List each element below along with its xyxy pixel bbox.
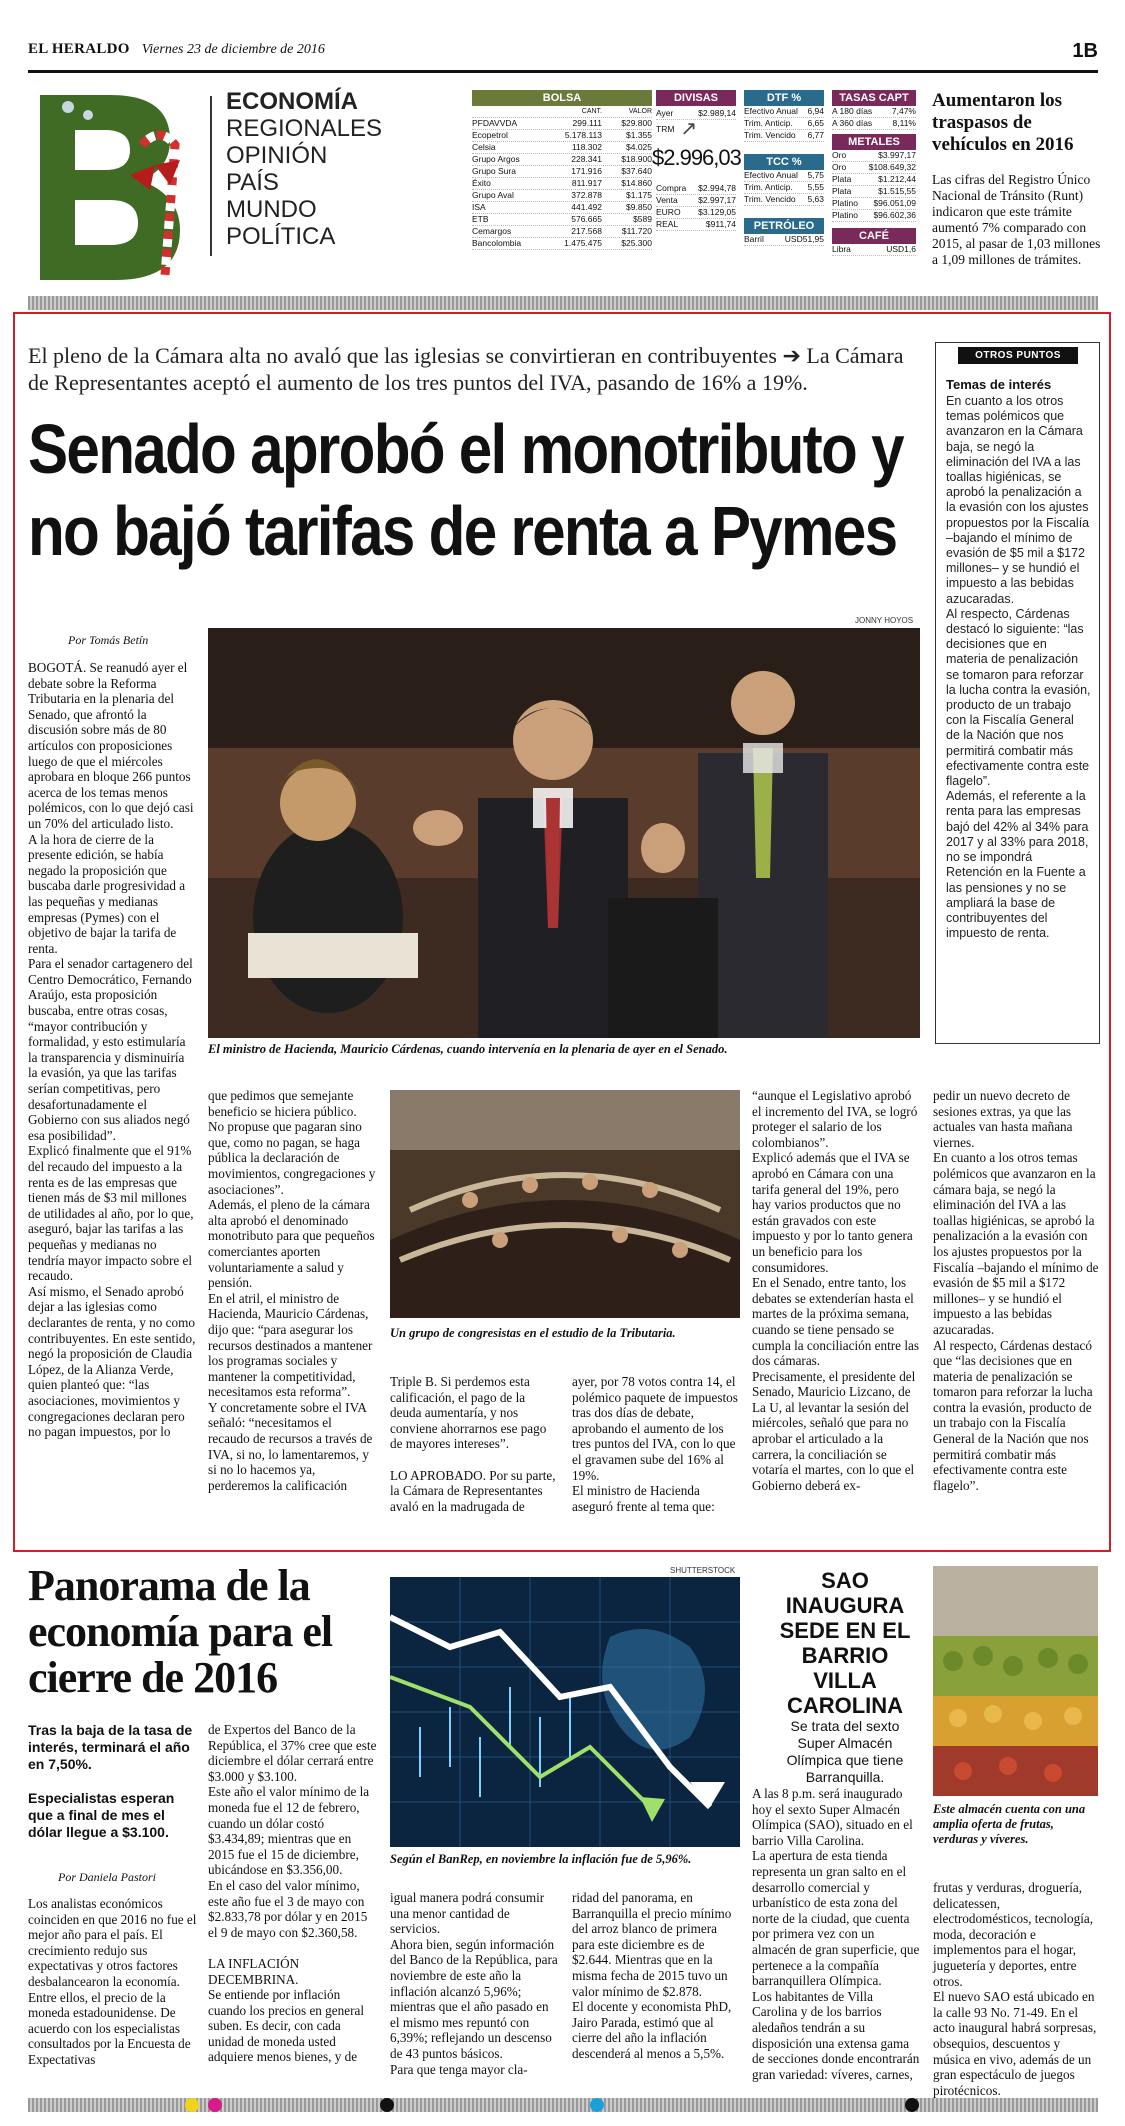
bolsa-header-row	[472, 106, 652, 118]
market-row	[744, 130, 824, 142]
article-headline	[28, 408, 918, 572]
section-regionales[interactable]: REGIONALES	[226, 115, 383, 142]
market-cell: 441.492	[571, 202, 602, 212]
market-cell: 118.302	[571, 142, 602, 152]
article-col-2: que pedimos que semejante beneficio se hiciera público. No propuse que pagaran sino que, como no pagan, se haga pública la declaración de movimientos, congregaciones y asociaciones”. Además, el pleno de la cámara alta aprobó el denominado monotributo para que pequeños comerciantes aporten voluntariamente a salud y pensión. En el atril, el ministro de Hacienda, Mauricio Cárdenas, dijo que: “para asegurar los recursos destinados a mantener los programas sociales y mantener la competitividad, necesitamos esta reforma”. Y concretamente sobre el IVA señaló: “necesitamos el recaudo de recursos a través de IVA, si no, lo lamentaremos, y si no lo hacemos ya, perderemos la calificación	[208, 1088, 376, 1493]
market-row	[744, 234, 824, 246]
page-number: 1B	[1072, 40, 1098, 62]
market-cell: $1.212,44	[878, 174, 916, 184]
market-cell: Efectivo Anual	[744, 170, 798, 180]
tasas-table	[832, 90, 916, 256]
masthead	[28, 40, 1098, 73]
headline-line-1: Senado aprobó el monotributo y	[28, 410, 903, 488]
dtf-rows	[744, 106, 824, 142]
section-economia[interactable]: ECONOMÍA	[226, 88, 358, 115]
market-cell: $2.997,17	[698, 195, 736, 205]
sidebar-title: Temas de interés	[946, 377, 1052, 392]
market-cell: USD1,6	[886, 244, 916, 254]
bolsa-header-cell: CANT.	[581, 108, 602, 115]
market-row	[472, 238, 652, 250]
market-cell: Libra	[832, 244, 851, 254]
market-row	[744, 194, 824, 206]
market-row	[832, 186, 916, 198]
market-cell: Oro	[832, 162, 847, 172]
article-byline: Por Tomás Betín	[68, 633, 149, 647]
market-row	[472, 190, 652, 202]
market-cell: 576.665	[571, 214, 602, 224]
market-row	[656, 195, 736, 207]
market-row	[832, 162, 916, 174]
market-cell: Compra	[656, 183, 687, 193]
article-col-4: ayer, por 78 votos contra 14, el polémico paquete de impuestos tras dos días de debate, aprobando el aumento de los tres puntos del IVA, con lo que el gravamen sube del 16% al 19%. El ministro de Hacienda aseguró frente al tema que:	[572, 1374, 738, 1514]
panorama-col-1: Los analistas económicos coinciden en que 2016 no fue el mejor año para el país. El crecimiento redujo sus expectativas y otros factores desbalancearon la economía. Entre ellos, el precio de la moneda estadounidense. De acuerdo con los especialistas consultados por la Encuesta de Expectativas	[28, 1896, 197, 2067]
dtf-title: DTF %	[744, 90, 824, 106]
divisas-ayer-value: $2.989,14	[698, 108, 736, 118]
market-cell: 299.111	[572, 118, 602, 128]
bolsa-header-cell: VALOR	[628, 108, 652, 115]
tcc-title: TCC %	[744, 154, 824, 170]
tasas-title: TASAS CAPT	[832, 90, 916, 106]
market-cell: $589	[633, 214, 652, 224]
market-row	[832, 210, 916, 222]
market-row	[832, 198, 916, 210]
market-cell: 811.917	[571, 178, 602, 188]
bolsa-title: BOLSA	[472, 90, 652, 106]
divisas-rows	[656, 183, 736, 231]
market-cell: 217.568	[571, 226, 602, 236]
market-cell: Grupo Argos	[472, 154, 520, 164]
market-cell: Plata	[832, 174, 852, 184]
market-cell: $29.800	[621, 118, 652, 128]
market-cell: ETB	[472, 214, 489, 224]
dtf-table	[744, 90, 824, 246]
article-col-3: Triple B. Si perdemos esta calificación, el pago de la deuda aumentaría, y nos conviene ahorrarnos ese pago de mayores intereses”. LO APROBADO. Por su parte, la Cámara de Representantes avaló en la madrugada de	[390, 1374, 556, 1514]
section-pais[interactable]: PAÍS	[226, 169, 279, 196]
divisas-table	[652, 90, 741, 231]
market-cell: 5,55	[807, 182, 824, 192]
article-col-1: BOGOTÁ. Se reanudó ayer el debate sobre la Reforma Tributaria en la plenaria del Senado, que afrontó la discusión sobre más de 80 artículos con proposiciones luego de que el miércoles aprobara en bloque 266 puntos acerca de los temas menos polémicos, con lo que dejó casi un 70% del articulado listo. A la hora de cierre de la presente edición, se había negado la proposición que buscaba darle progresividad a las pequeñas y medianas empresas (Pymes) con el objetivo de bajar la tarifa de renta. Para el senador cartagenero del Centro Democrático, Fernando Araújo, esta proposición buscaba, entre otras cosas, “mayor contribución y formalidad, y esto estimularía la transparencia y disminuiría la evasión, ya que las tarifas serían competitivas, pero desafortunadamente el Gobierno con sus aliados negó esa posibilidad”. Explicó finalmente que el 91% del recaudo del impuesto a la renta es de las empresas que tienen más de $3 mil millones de utilidades al año, por lo que, aseguró, bajar las tarifas a las pequeñas y medianas no tendría mayor impacto sobre el recaudo. Así mismo, el Senado aprobó dejar a las iglesias como declarantes de renta, y no como contribuyentes. En este sentido, negó la proposición de Claudia López, de la Alianza Verde, quien planteó que: “las asociaciones, movimientos y congregaciones declaran pero no pagan impuestos, por lo	[28, 660, 196, 1440]
registration-dot-black	[380, 2098, 394, 2112]
panorama-photo-credit: SHUTTERSTOCK	[670, 1566, 736, 1575]
trm-value: $2.996,03	[652, 145, 741, 170]
issue-date: Viernes 23 de diciembre de 2016	[141, 42, 325, 57]
metales-rows	[832, 150, 916, 222]
divider-band	[28, 296, 1098, 310]
market-cell: 5,63	[807, 194, 824, 204]
sao-photo	[933, 1566, 1098, 1796]
sidebar-body: En cuanto a los otros temas polémicos que avanzaron en la Cámara baja, se negó la eliminación del IVA a las toallas higiénicas, se aprobó la penalización a la evasión con los ajustes propuestos por la Fiscalía –bajando el mínimo de evasión de $5 mil a $172 millones– y se hundió el impuesto a las bebidas azucaradas. Al respecto, Cárdenas destacó lo siguiente: “las decisiones que en materia de penalización se tomaron para reforzar la lucha contra la evasión, producto de un trabajo con la Fiscalía General de la Nación que nos permitirá combatir más efectivamente contra este flagelo”. Además, el referente a la renta para las empresas bajó del 42% al 34% para 2017 y al 33% para 2018, no se impondrá Retención en la Fuente a las pensiones y no se ampliará la base de contribuyentes del impuesto de renta.	[946, 394, 1091, 941]
petroleo-rows	[744, 234, 824, 246]
tasas-rows	[832, 106, 916, 130]
sao-col-1: A las 8 p.m. será inaugurado hoy el sexto Super Almacén Olímpica (SAO), situado en el barrio Villa Carolina. La apertura de esta tienda representa un gran salto en el desarrollo comercial y urbanístico de esta zona del norte de la ciudad, que cuenta por primera vez con un almacén de gran superficie, que pertenece a la compañía barranquillera Olímpica. Los habitantes de Villa Carolina y de los barrios aledaños tendrán a su disposición una extensa gama de secciones donde encontrarán gran variedad: víveres, carnes,	[752, 1786, 920, 2082]
sao-caption: Este almacén cuenta con una amplia oferta de frutas, verduras y víveres.	[933, 1802, 1086, 1846]
registration-dot-black-2	[905, 2098, 919, 2112]
market-cell: $2.994,78	[698, 183, 736, 193]
paper-name: EL HERALDO	[28, 41, 130, 57]
panorama-caption: Según el BanRep, en noviembre la inflación fue de 5,96%.	[390, 1852, 692, 1866]
market-cell: 1.475.475	[564, 238, 602, 248]
market-cell: $37.640	[621, 166, 652, 176]
market-cell: 7,47%	[891, 106, 916, 116]
market-cell: $1.175	[626, 190, 652, 200]
market-cell: Bancolombia	[472, 238, 522, 248]
market-cell: Grupo Sura	[472, 166, 516, 176]
main-photo	[208, 628, 920, 1038]
panorama-col-4: ridad del panorama, en Barranquilla el precio mínimo del arroz blanco de primera para este diciembre es de $2.644. Mientras que en la misma fecha de 2015 tuvo un valor mínimo de $2.878. El docente y economista PhD, Jairo Parada, estimó que al cierre del año la inflación descenderá al menos a 5,5%.	[572, 1890, 732, 2061]
market-cell: 8,11%	[892, 118, 916, 128]
market-cell: 5,75	[807, 170, 824, 180]
market-cell: REAL	[656, 219, 679, 229]
market-row	[472, 118, 652, 130]
market-row	[472, 130, 652, 142]
market-row	[832, 118, 916, 130]
market-row	[832, 150, 916, 162]
section-mundo[interactable]: MUNDO	[226, 196, 317, 223]
sao-lede: Se trata del sexto Super Almacén Olímpica que tiene Barranquilla.	[786, 1718, 904, 1785]
sao-col-2: frutas y verduras, droguería, delicatessen, electrodomésticos, tecnología, moda, decoración e implementos para el hogar, juguetería y deportes, entre otros. El nuevo SAO está ubicado en la calle 93 No. 71-49. En el acto inaugural habrá sorpresas, obsequios, descuentos y música en vivo, además de un gran espectáculo de juegos pirotécnicos.	[933, 1880, 1097, 2098]
market-row	[656, 183, 736, 195]
panorama-lede-2: Especialistas esperan que a final de mes el dólar llegue a $3.100.	[28, 1790, 175, 1840]
divisas-ayer-label: Ayer	[656, 108, 674, 118]
divider	[210, 96, 212, 256]
registration-dot-cyan	[590, 2098, 604, 2112]
market-cell: Trim. Anticip.	[744, 118, 793, 128]
side-story-body: Las cifras del Registro Único Nacional de Tránsito (Runt) indicaron que este trámite aumentó 7% comparado con 2015, al pasar de 1,03 millones a 1,09 millones de trámites.	[932, 172, 1101, 267]
panorama-lede-1: Tras la baja de la tasa de interés, terminará el año en 7,50%.	[28, 1722, 193, 1772]
market-cell: Cemargos	[472, 226, 512, 236]
market-row	[656, 207, 736, 219]
market-cell: $1.515,55	[878, 186, 916, 196]
market-row	[744, 106, 824, 118]
market-cell: $1.355	[626, 130, 652, 140]
market-row	[832, 106, 916, 118]
market-row	[472, 178, 652, 190]
market-cell: Éxito	[472, 178, 491, 188]
main-photo-caption: El ministro de Hacienda, Mauricio Cárdenas, cuando intervenía en la plenaria de ayer en el Senado.	[208, 1042, 728, 1056]
market-cell: $4.025	[626, 142, 652, 152]
market-row	[832, 244, 916, 256]
market-cell: $911,74	[705, 219, 736, 229]
market-cell: EURO	[656, 207, 681, 217]
article-col-6: pedir un nuevo decreto de sesiones extras, ya que las actuales van hasta mañana viernes. En cuanto a los otros temas polémicos que avanzaron en la cámara baja, se negó la eliminación del IVA a las toallas higiénicas, se aprobó la penalización a la evasión con los ajustes propuestos por la Fiscalía –bajando el mínimo de evasión de $5 mil a $172 millones– y se hundió el impuesto a las bebidas azucaradas. Al respecto, Cárdenas destacó que “las decisiones que en materia de penalización se tomaron para reforzar la lucha contra la evasión, producto de un trabajo con la Fiscalía General de la Nación que nos permitirá combatir más efectivamente contra este flagelo”.	[933, 1088, 1099, 1493]
market-cell: $96.602,36	[873, 210, 916, 220]
cafe-rows	[832, 244, 916, 256]
second-photo-caption: Un grupo de congresistas en el estudio de la Tributaria.	[390, 1326, 676, 1340]
market-cell: Platino	[832, 210, 858, 220]
cafe-title: CAFÉ	[832, 228, 916, 244]
market-cell: $108.649,32	[868, 162, 916, 172]
market-cell: 372.878	[571, 190, 602, 200]
divisas-title: DIVISAS	[656, 90, 736, 106]
market-cell: Plata	[832, 186, 852, 196]
arrow-up-icon: ↗	[680, 118, 698, 140]
market-row	[472, 214, 652, 226]
market-cell: 6,77	[807, 130, 824, 140]
market-cell: Trim. Anticip.	[744, 182, 793, 192]
market-row	[744, 182, 824, 194]
market-cell: Barril	[744, 234, 764, 244]
section-politica[interactable]: POLÍTICA	[226, 223, 336, 250]
headline-line-2: no bajó tarifas de renta a Pymes	[28, 492, 897, 570]
side-story-headline[interactable]: Aumentaron los traspasos de vehículos en 2016	[932, 90, 1074, 155]
market-cell: $11.720	[621, 226, 652, 236]
market-cell: Platino	[832, 198, 858, 208]
market-row	[472, 154, 652, 166]
panorama-col-2: de Expertos del Banco de la República, el 37% cree que este diciembre el dólar cerrará entre $3.000 y $3.100. Este año el valor mínimo de la moneda fue el 12 de febrero, cuando un dólar costó $3.434,89; mientras que en 2015 fue el 15 de diciembre, ubicándose en $3.356,00. En el caso del valor mínimo, este año fue el 3 de mayo con $2.833,78 por dólar y en 2015 el 9 de mayo con $2.360,58. LA INFLACIÓN DECEMBRINA. Se entiende por inflación cuando los precios en general suben. Es decir, con cada unidad de moneda usted adquiere menos bienes, y de	[208, 1722, 377, 2065]
market-row	[832, 174, 916, 186]
market-cell: Efectivo Anual	[744, 106, 798, 116]
article-subhead: El pleno de la Cámara alta no avaló que las iglesias se convirtieran en contribuyentes ➔ La Cámara de Representantes aceptó el aumento de los tres puntos del IVA, pasando de 16% a 19%.	[28, 343, 904, 395]
market-cell: A 180 días	[832, 106, 873, 116]
market-cell: Venta	[656, 195, 678, 205]
market-row	[472, 226, 652, 238]
registration-dot-yellow	[185, 2098, 199, 2112]
metales-title: METALES	[832, 134, 916, 150]
market-cell: 5.178.113	[564, 130, 602, 140]
section-opinion[interactable]: OPINIÓN	[226, 142, 328, 169]
market-cell: Trim. Vencido	[744, 194, 796, 204]
market-cell: $96.051,09	[873, 198, 916, 208]
panorama-photo	[390, 1577, 740, 1847]
panorama-col-3: igual manera podrá consumir una menor cantidad de servicios. Ahora bien, según información del Banco de la República, para noviembre de este año la inflación alcanzó 5,96%; mientras que el año pasado en el mismo mes repuntó con 6,39%; reflejando un descenso de 43 puntos básicos. Para que tenga mayor cla-	[390, 1890, 558, 2077]
market-cell: $25.300	[621, 238, 652, 248]
market-cell: $3.129,05	[698, 207, 736, 217]
section-list	[226, 88, 466, 250]
market-cell: A 360 días	[832, 118, 873, 128]
market-cell: Grupo Aval	[472, 190, 514, 200]
market-cell: $9.850	[626, 202, 652, 212]
market-row	[656, 219, 736, 231]
photo-credit: JONNY HOYOS	[855, 616, 914, 625]
market-cell: Trim. Vencido	[744, 130, 796, 140]
market-row	[744, 118, 824, 130]
sidebar-tag: OTROS PUNTOS	[958, 347, 1078, 364]
bolsa-table	[472, 90, 652, 250]
market-cell: 6,94	[807, 106, 824, 116]
market-cell: USD51,95	[784, 234, 824, 244]
market-row	[744, 170, 824, 182]
registration-dot-magenta	[208, 2098, 222, 2112]
article-col-5: “aunque el Legislativo aprobó el incremento del IVA, se logró proteger el salario de los colombianos”. Explicó además que el IVA se aprobó en Cámara con una tarifa general del 19%, pero hay varios productos que no están gravados con este impuesto y por lo tanto genera un beneficio para los consumidores. En el Senado, entre tanto, los debates se extenderían hasta el martes de la próxima semana, cuando se tiene pensado se cumpla la conciliación entre las dos cámaras. Precisamente, el presidente del Senado, Mauricio Lizcano, de La U, al levantar la sesión del miércoles, señaló que para no aprobar el articulado a la carrera, la conciliación se votaría el martes, con lo que el Gobierno deberá ex-	[752, 1088, 919, 1493]
market-cell: $18.900	[621, 154, 652, 164]
market-cell: Oro	[832, 150, 847, 160]
market-cell: $14.860	[621, 178, 652, 188]
divisas-trm-label: TRM	[656, 124, 675, 134]
panorama-byline: Por Daniela Pastori	[58, 1870, 156, 1884]
market-row	[472, 142, 652, 154]
market-cell: Ecopetrol	[472, 130, 508, 140]
market-cell: 6,65	[807, 118, 824, 128]
section-logo-b	[30, 85, 190, 285]
panorama-headline[interactable]: Panorama de la economía para el cierre de 2016	[28, 1561, 333, 1702]
bolsa-header-cell	[472, 106, 552, 117]
petroleo-title: PETRÓLEO	[744, 218, 824, 234]
market-cell: 228.341	[571, 154, 602, 164]
second-photo	[390, 1090, 740, 1318]
market-cell: Celsia	[472, 142, 496, 152]
market-cell: 171.916	[571, 166, 602, 176]
market-row	[472, 202, 652, 214]
market-cell: ISA	[472, 202, 486, 212]
bolsa-rows	[472, 106, 652, 250]
tcc-rows	[744, 170, 824, 206]
sao-headline[interactable]: SAO INAUGURA SEDE EN EL BARRIO VILLA CAROLINA	[779, 1568, 911, 1718]
market-cell: PFDAVVDA	[472, 118, 518, 128]
market-row	[472, 166, 652, 178]
market-cell: $3.997,17	[878, 150, 916, 160]
